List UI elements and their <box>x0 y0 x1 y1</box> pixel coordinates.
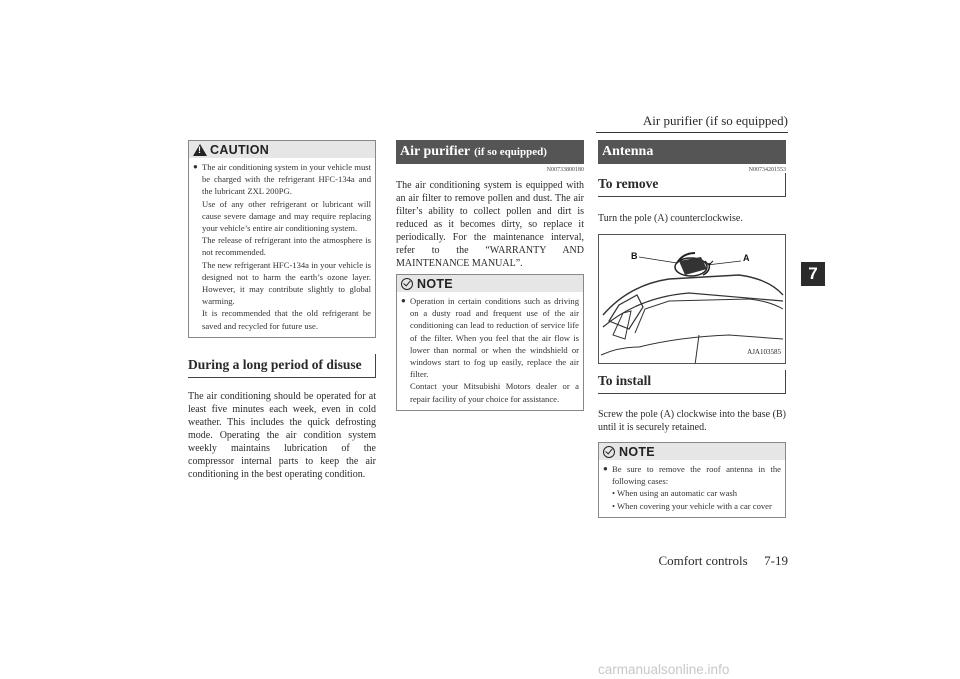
caution-box <box>188 140 376 338</box>
check-note-icon <box>401 278 413 290</box>
antenna-note-box <box>598 442 786 518</box>
check-note-icon <box>603 446 615 458</box>
caution-paragraph: The air conditioning system in your vehicle must be charged with the refrigerant HFC-134a and the lubricant ZXL 200PG. <box>202 162 371 197</box>
disuse-heading: During a long period of disuse <box>188 354 376 378</box>
car-rear-illustration <box>599 235 786 364</box>
remove-text: Turn the pole (A) counterclockwise. <box>598 213 743 224</box>
reference-code: N00734201553 <box>748 167 786 173</box>
caution-paragraph: The release of refrigerant into the atmosphere is not recommended. <box>202 235 371 258</box>
caution-body <box>189 158 375 337</box>
note-header <box>397 275 583 292</box>
page-header-title: Air purifier (if so equipped) <box>642 113 788 128</box>
section-title-suffix: (if so equipped) <box>474 146 547 158</box>
column-2 <box>396 140 584 411</box>
header-rule <box>596 132 788 133</box>
chapter-tab: 7 <box>801 262 825 286</box>
figure-code: AJA103585 <box>747 348 781 356</box>
note-title: NOTE <box>619 444 655 459</box>
note-box <box>396 274 584 411</box>
note-body <box>397 292 583 410</box>
bullet-icon: ● <box>401 296 406 305</box>
install-heading: To install <box>598 370 786 394</box>
section-title: Antenna <box>602 144 654 159</box>
remove-heading: To remove <box>598 173 786 197</box>
note-item: • When covering your vehicle with a car cover <box>612 500 772 511</box>
install-text: Screw the pole (A) clockwise into the base (B) until it is securely retained. <box>598 409 786 433</box>
note-intro: Be sure to remove the roof antenna in the following cases: <box>612 464 781 487</box>
note-item: • When using an automatic car wash <box>612 488 738 499</box>
caution-header <box>189 141 375 158</box>
caution-paragraph: It is recommended that the old refrigerant be saved and recycled for future use. <box>202 308 371 331</box>
air-purifier-heading <box>396 140 584 164</box>
bullet-icon: ● <box>603 464 608 473</box>
caution-paragraph: Use of any other refrigerant or lubricant will cause severe damage and may require replacing your vehicle’s entire air conditioning system. <box>202 198 371 234</box>
column-3 <box>598 140 786 518</box>
warning-triangle-icon <box>193 144 207 156</box>
antenna-figure <box>598 234 786 364</box>
note-header <box>599 443 785 460</box>
label-b: B <box>631 251 638 261</box>
footer-page-number: 7-19 <box>764 553 788 568</box>
column-1 <box>188 140 376 481</box>
page-footer <box>596 553 788 569</box>
caution-paragraph: The new refrigerant HFC-134a in your vehicle is designed not to harm the earth’s ozone layer. However, it may contribute slightly to global warming. <box>202 259 371 307</box>
antenna-heading <box>598 140 786 164</box>
reference-code: N00733800180 <box>546 167 584 173</box>
air-purifier-text: The air conditioning system is equipped with an air filter to remove pollen and dust. The air filter’s ability to collect pollen and dirt is reduced as it becomes dirty, so replace it periodically. For the maintenance interval, refer to the “WARRANTY AND MAINTENANCE MANUAL”. <box>396 180 584 269</box>
disuse-text: The air conditioning should be operated for at least five minutes each week, even in cold weather. This includes the quick defrosting mode. Operating the air condition system weekly maintains lubrication of the compressor internal parts to keep the air conditioning in the best operating condition. <box>188 390 376 480</box>
note-paragraph: Contact your Mitsubishi Motors dealer or a repair facility of your choice for assistance. <box>410 381 579 404</box>
bullet-icon: ● <box>193 162 198 171</box>
note-paragraph: Operation in certain conditions such as driving on a dusty road and frequent use of the air conditioning can lead to reduction of service life of the filter. When you feel that the air flow is lower than normal or when the windshield or windows start to fog up easily, replace the air filter. <box>410 296 579 380</box>
footer-section: Comfort controls <box>658 553 748 568</box>
note-title: NOTE <box>417 276 453 291</box>
label-a: A <box>743 253 750 263</box>
antenna-note-body <box>599 460 785 517</box>
section-title: Air purifier <box>400 144 471 159</box>
caution-title: CAUTION <box>210 142 270 157</box>
watermark-text: carmanualsonline.info <box>598 662 730 677</box>
